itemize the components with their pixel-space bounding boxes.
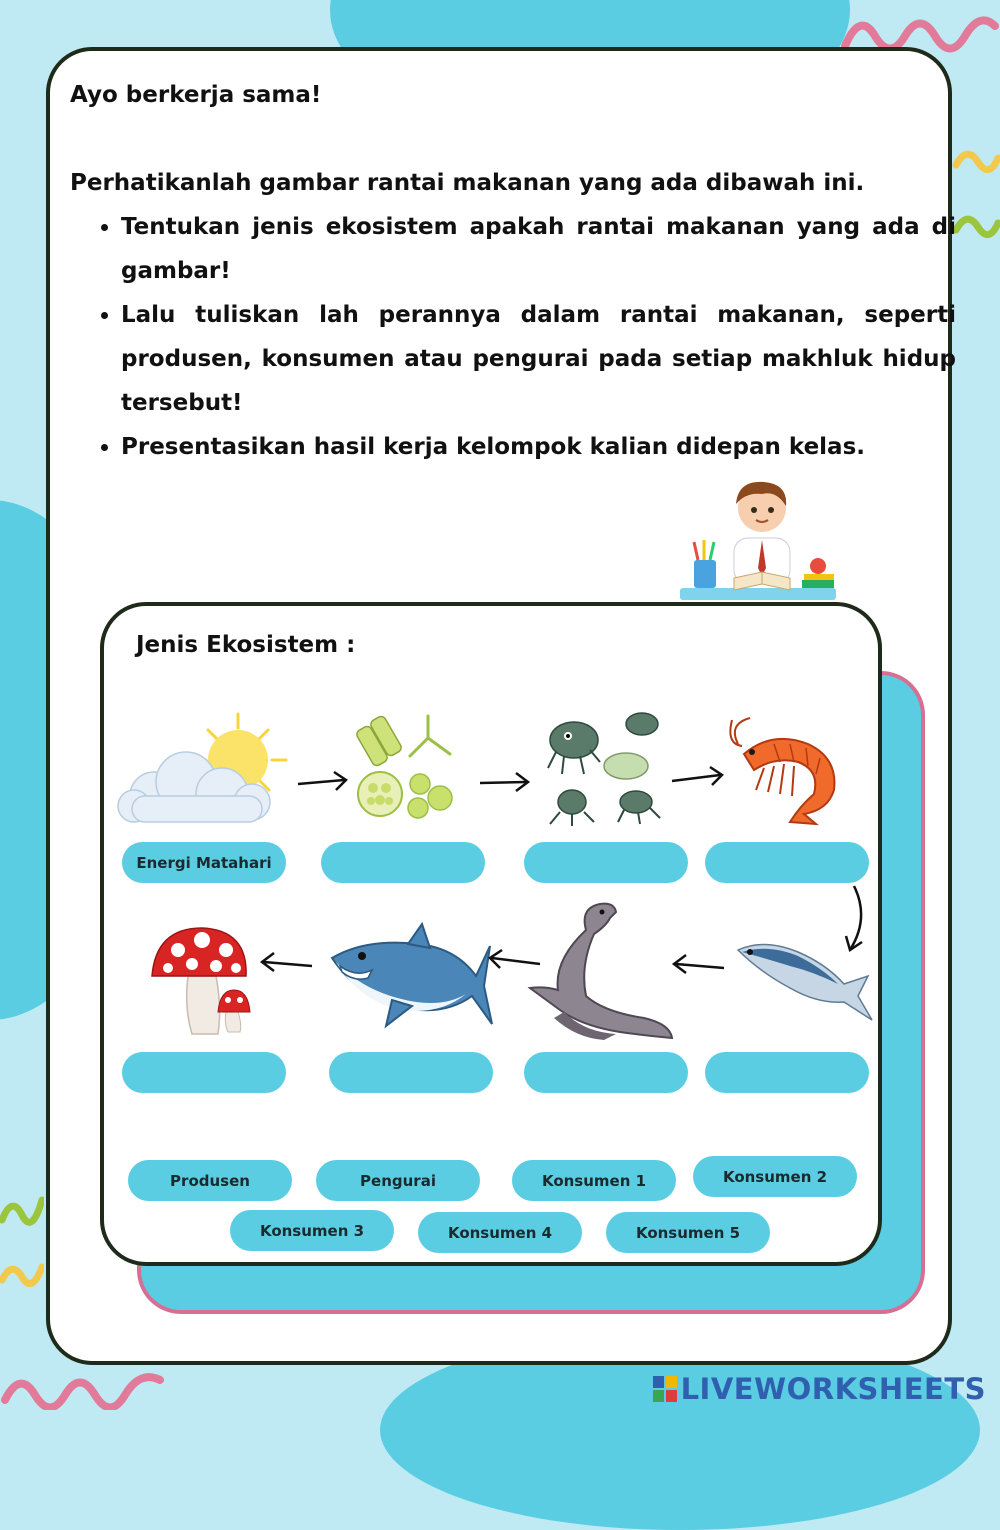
liveworksheets-logo-icon — [653, 1376, 677, 1402]
shark-icon — [326, 922, 496, 1042]
answer-slot-shrimp[interactable] — [705, 842, 869, 883]
option-konsumen-2[interactable]: Konsumen 2 — [693, 1156, 857, 1197]
ecosystem-type-label: Jenis Ekosistem : — [136, 632, 356, 658]
instruction-list — [95, 205, 956, 469]
squiggle-green-icon — [952, 205, 1000, 245]
zooplankton-icon — [542, 706, 666, 830]
arrow-left-icon — [670, 952, 726, 976]
mushroom-icon — [148, 924, 258, 1040]
sea-lion-icon — [524, 900, 676, 1044]
arrow-right-icon — [670, 765, 726, 789]
answer-slot-sea-lion[interactable] — [524, 1052, 688, 1093]
option-produsen[interactable]: Produsen — [128, 1160, 292, 1201]
instruction-item: • Lalu tuliskan lah perannya dalam rantai makanan, seperti produsen, konsumen atau pengurai pada setiap makhluk hidup tersebut! — [121, 293, 956, 425]
option-konsumen-5[interactable]: Konsumen 5 — [606, 1212, 770, 1253]
liveworksheets-brand — [653, 1372, 986, 1406]
option-konsumen-4[interactable]: Konsumen 4 — [418, 1212, 582, 1253]
answer-slot-shark[interactable] — [329, 1052, 493, 1093]
squiggle-yellow-left-icon — [0, 1255, 44, 1290]
phytoplankton-icon — [340, 708, 470, 830]
energy-source-label: Energi Matahari — [122, 842, 286, 883]
arrow-left-icon — [258, 950, 314, 974]
arrow-left-icon — [486, 948, 542, 972]
answer-slot-zooplankton[interactable] — [524, 842, 688, 883]
option-pengurai[interactable]: Pengurai — [316, 1160, 480, 1201]
shrimp-icon — [724, 714, 850, 830]
answer-slot-mushroom[interactable] — [122, 1052, 286, 1093]
arrow-right-icon — [478, 770, 532, 794]
answer-slot-mackerel[interactable] — [705, 1052, 869, 1093]
greeting-heading: Ayo berkerja sama! — [70, 82, 322, 108]
student-reading-illustration — [676, 476, 840, 602]
instruction-item: • Tentukan jenis ekosistem apakah rantai makanan yang ada di gambar! — [121, 205, 956, 293]
answer-slot-phytoplankton[interactable] — [321, 842, 485, 883]
sun-cloud-icon — [114, 704, 294, 830]
squiggle-pink-bottom-icon — [0, 1365, 170, 1410]
squiggle-yellow-icon — [952, 140, 1000, 180]
instruction-item: • Presentasikan hasil kerja kelompok kalian didepan kelas. — [121, 425, 956, 469]
arrow-right-icon — [296, 770, 350, 794]
squiggle-green-left-icon — [0, 1190, 44, 1230]
option-konsumen-1[interactable]: Konsumen 1 — [512, 1160, 676, 1201]
brand-name: LIVEWORKSHEETS — [680, 1372, 986, 1406]
mackerel-fish-icon — [734, 932, 874, 1024]
lead-instruction: Perhatikanlah gambar rantai makanan yang ada dibawah ini. — [70, 170, 865, 196]
option-konsumen-3[interactable]: Konsumen 3 — [230, 1210, 394, 1251]
